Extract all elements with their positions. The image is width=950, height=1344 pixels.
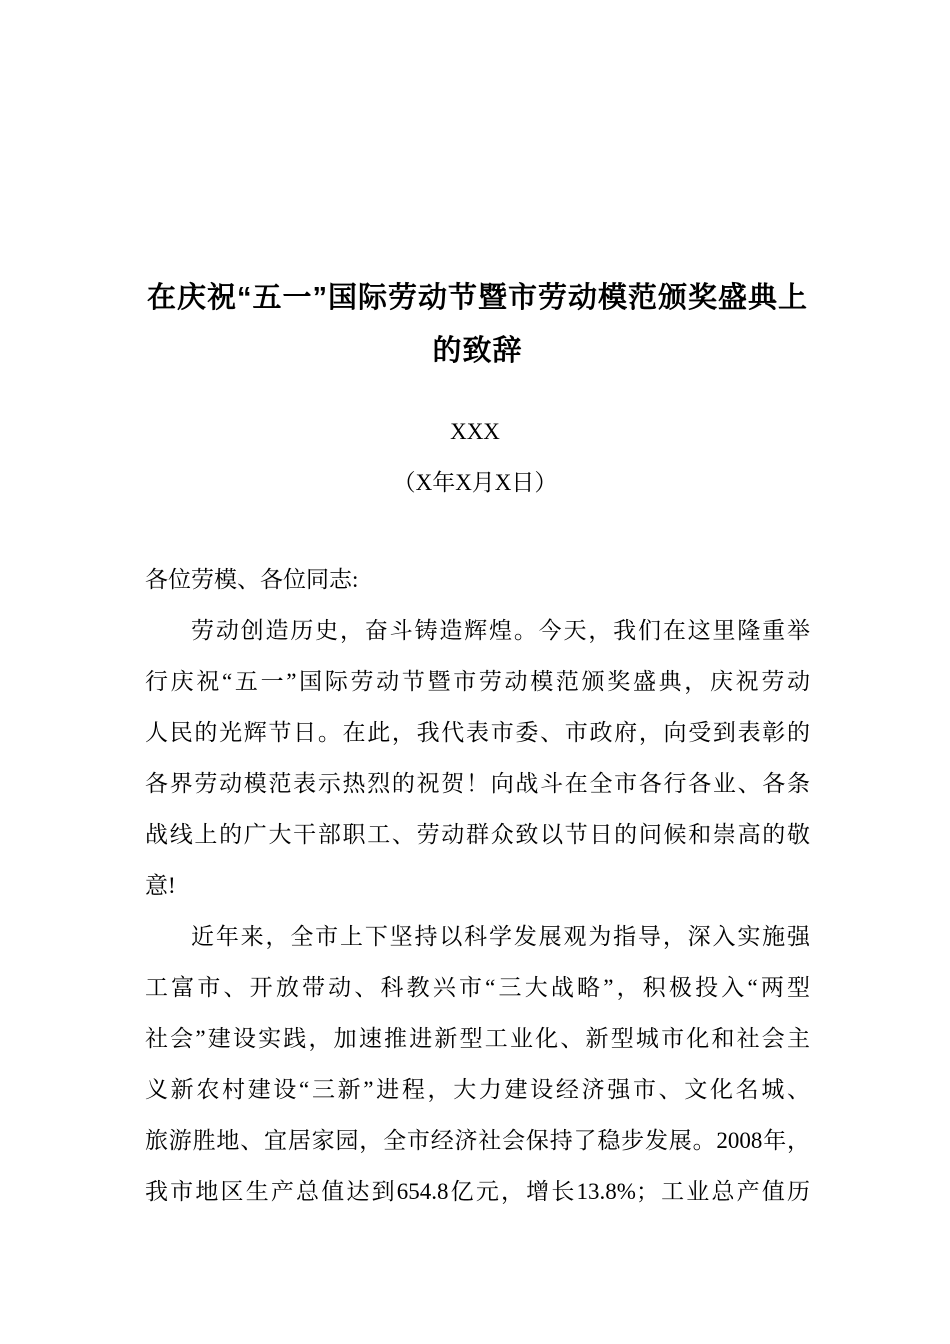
document-body — [145, 554, 810, 1217]
paragraph-2-line-6: 我市地区生产总值达到654.8亿元，增长13.8%；工业总产值历 — [145, 1179, 810, 1204]
paragraph-1-line-4: 各界劳动模范表示热烈的祝贺！向战斗在全市各行各业、各条 — [145, 771, 810, 796]
document-title-line-1: 在庆祝“五一”国际劳动节暨市劳动模范颁奖盛典上 — [146, 282, 808, 314]
paragraph-2-line-1: 近年来，全市上下坚持以科学发展观为指导，深入实施强 — [191, 924, 810, 949]
author-placeholder: XXX — [450, 419, 500, 444]
paragraph-2-line-4: 义新农村建设“三新”进程，大力建设经济强市、文化名城、 — [145, 1077, 810, 1102]
salutation-line: 各位劳模、各位同志: — [145, 567, 359, 592]
paragraph-2-line-3: 社会”建设实践，加速推进新型工业化、新型城市化和社会主 — [145, 1026, 810, 1051]
paragraph-1-line-5: 战线上的广大干部职工、劳动群众致以节日的问候和崇高的敬 — [145, 822, 810, 847]
paragraph-1-line-6: 意! — [145, 873, 176, 898]
paragraph-1-line-2: 行庆祝“五一”国际劳动节暨市劳动模范颁奖盛典，庆祝劳动 — [145, 669, 810, 694]
document-title-line-2: 的致辞 — [432, 335, 523, 367]
paragraph-2-line-2: 工富市、开放带动、科教兴市“三大战略”，积极投入“两型 — [145, 975, 810, 1000]
document-title — [145, 272, 810, 378]
salutation-paragraph — [145, 554, 810, 605]
paragraph-2-line-5: 旅游胜地、宜居家园，全市经济社会保持了稳步发展。2008年， — [145, 1128, 810, 1153]
paragraph-1 — [145, 605, 810, 911]
paragraph-1-line-3: 人民的光辉节日。在此，我代表市委、市政府，向受到表彰的 — [145, 720, 810, 745]
date-placeholder: （X年X月X日） — [392, 470, 558, 495]
paragraph-2 — [145, 911, 810, 1217]
paragraph-1-line-1: 劳动创造历史，奋斗铸造辉煌。今天，我们在这里隆重举 — [191, 618, 810, 643]
